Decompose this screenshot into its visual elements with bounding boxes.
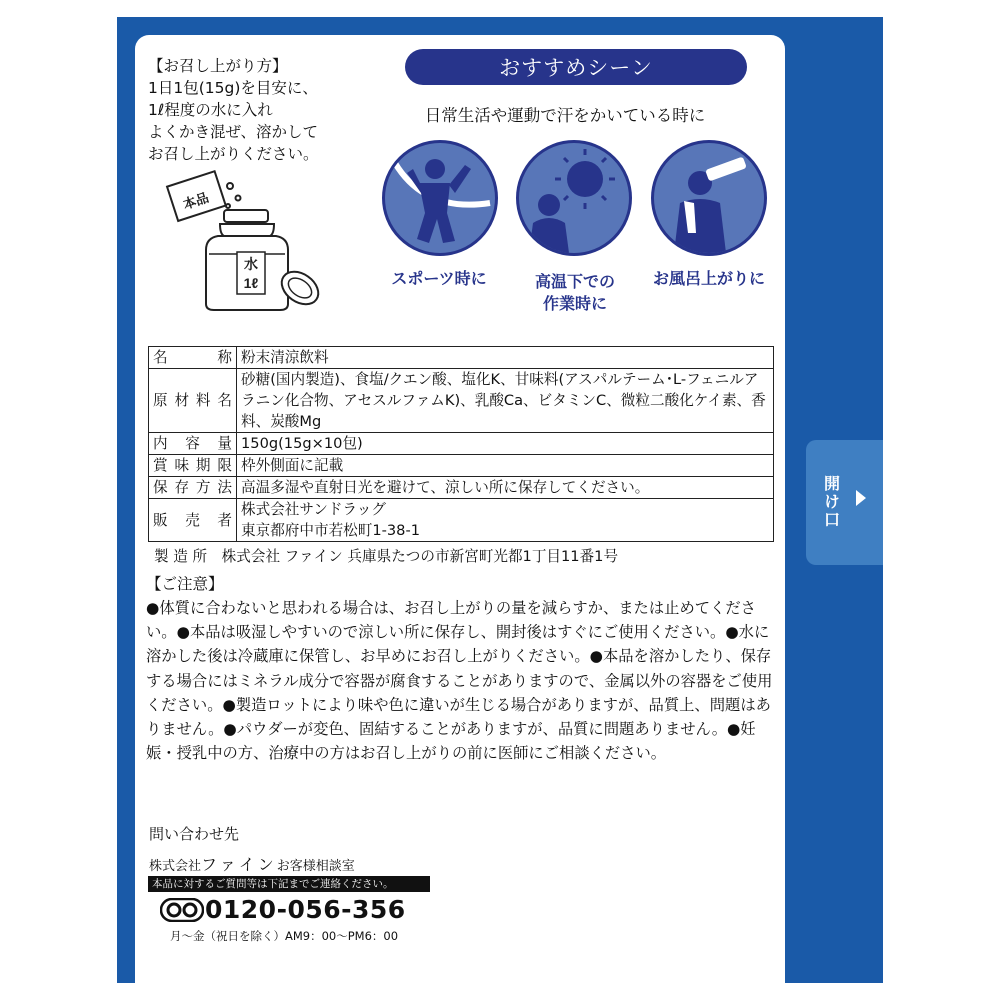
business-hours: 月～金（祝日を除く）AM9：00～PM6：00 — [170, 929, 399, 943]
how-to-line: よくかき混ぜ、溶かして — [148, 123, 319, 141]
table-row — [149, 347, 774, 369]
scenes-title: おすすめシーン — [405, 49, 747, 85]
contact-company — [149, 852, 355, 875]
company-name: ファイン — [201, 855, 277, 874]
notes-body: ●体質に合わないと思われる場合は、お召し上がりの量を減らすか、または止めてください。●本品は吸湿しやすいので涼しい所に保存し、開封後はすぐにご使用ください。●水に溶かした後は冷蔵庫に保管し、お早めにお召し上がりください。●本品を溶かしたり、保存する場合にはミネラル成分で容器が腐食することがありますので、金属以外の容器をご使用ください。●製造ロットにより味や色に違いが生じる場合がありますが、品質上、問題はありません。●パウダーが変色、固結することがありますが、品質に問題ありません。●妊娠・授乳中の方、治療中の方はお召し上がりの前に医師にご相談ください。 — [146, 599, 773, 763]
table-row — [149, 369, 774, 433]
bottle-label-water: 水 — [244, 256, 258, 272]
packet-label: 本品 — [181, 189, 211, 213]
scene-label-heat-work: 高温下での 作業時に — [534, 272, 615, 313]
spec-value: 粉末清涼飲料 — [237, 347, 774, 369]
table-row — [149, 433, 774, 455]
spec-value: 枠外側面に記載 — [237, 455, 774, 477]
sun-heat-worker-icon — [516, 140, 632, 256]
spec-value: 150g(15g×10包) — [237, 433, 774, 455]
how-to-line: 1ℓ程度の水に入れ — [148, 101, 273, 119]
table-row — [149, 455, 774, 477]
after-bath-drinking-icon — [651, 140, 767, 256]
spec-key: 内容量 — [149, 433, 237, 455]
manufacturer-line — [154, 545, 618, 566]
contact-notice: 本品に対するご質問等は下記までご連絡ください。 — [148, 876, 430, 892]
company-suffix: お客様相談室 — [276, 859, 355, 874]
open-tab-label[interactable]: 開け口 — [821, 475, 841, 529]
scenes-subtitle: 日常生活や運動で汗をかいている時に — [424, 106, 706, 125]
phone-number[interactable]: 0120-056-356 — [205, 895, 406, 924]
free-dial-icon — [160, 898, 204, 922]
spec-key: 名称 — [149, 347, 237, 369]
table-row — [149, 499, 774, 542]
open-tab-arrow-icon — [856, 490, 866, 506]
spec-key: 販売者 — [149, 499, 237, 542]
scene-label-after-bath: お風呂上がりに — [652, 269, 765, 288]
spec-key: 賞味期限 — [149, 455, 237, 477]
spec-value: 株式会社サンドラッグ 東京都府中市若松町1-38-1 — [237, 499, 774, 542]
scene-label-sports: スポーツ時に — [391, 269, 487, 288]
running-person-icon — [382, 140, 498, 256]
notes-heading: 【ご注意】 — [146, 575, 224, 593]
manufacturer-value: 株式会社 ファイン 兵庫県たつの市新宮町光都1丁目11番1号 — [221, 548, 619, 565]
how-to-line: 1日1包(15g)を目安に、 — [148, 79, 318, 97]
spec-value: 高温多湿や直射日光を避けて、涼しい所に保存してください。 — [237, 477, 774, 499]
manufacturer-key: 製 造 所 — [154, 548, 208, 565]
bottle-label-volume: 1ℓ — [243, 275, 259, 291]
how-to-heading: 【お召し上がり方】 — [148, 57, 288, 75]
spec-table — [148, 346, 774, 542]
spec-key: 原材料名 — [149, 369, 237, 433]
how-to-line: お召し上がりください。 — [148, 145, 319, 163]
spec-key: 保存方法 — [149, 477, 237, 499]
spec-value: 砂糖(国内製造)、食塩/クエン酸、塩化K、甘味料(アスパルテーム･L-フェニルアラニン化合物、アセスルファムK)、乳酸Ca、ビタミンC、微粒二酸化ケイ素、香料、炭酸Mg — [237, 369, 774, 433]
company-prefix: 株式会社 — [149, 859, 202, 874]
table-row — [149, 477, 774, 499]
how-to-section — [148, 55, 319, 165]
contact-heading: 問い合わせ先 — [149, 825, 240, 843]
bottle-illustration — [162, 168, 337, 318]
